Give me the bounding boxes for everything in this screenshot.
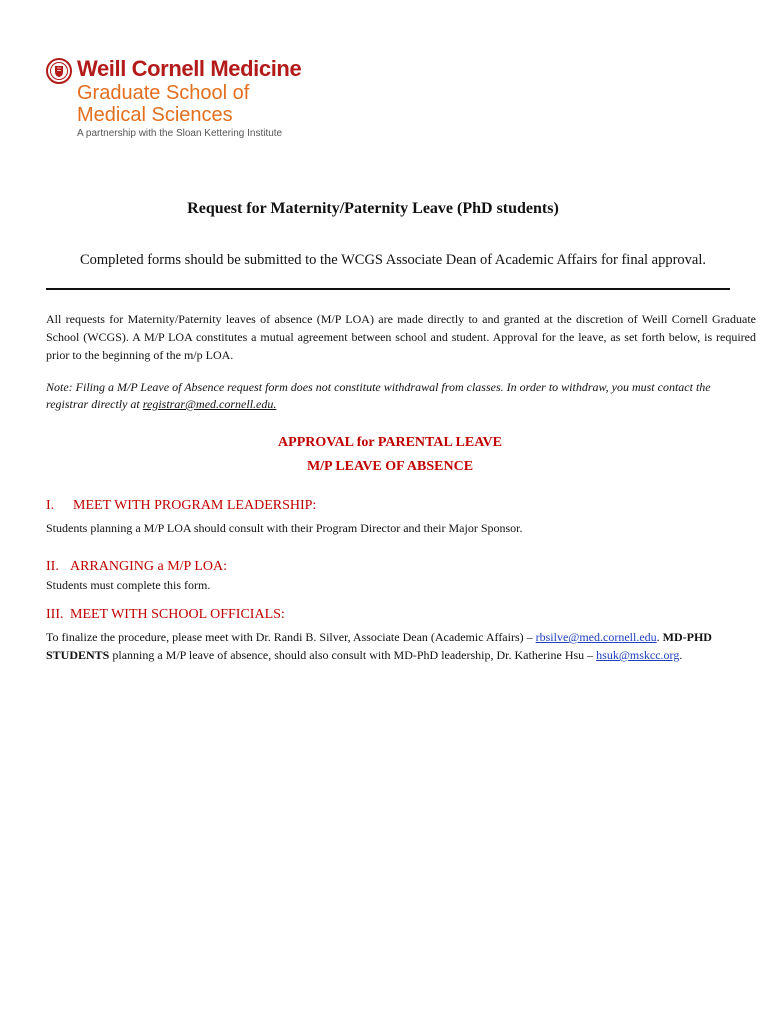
section-3-text-1: To finalize the procedure, please meet with Dr. Randi B. Silver, Associate Dean (Academic Affairs) – — [46, 630, 536, 644]
section-1-title: MEET WITH PROGRAM LEADERSHIP: — [73, 498, 317, 513]
submission-instructions: Completed forms should be submitted to the WCGS Associate Dean of Academic Affairs for final approval. — [79, 252, 707, 268]
section-3-number: III. — [46, 607, 64, 622]
note-text: Note: Filing a M/P Leave of Absence request form does not constitute withdrawal from classes. In order to withdraw, you must contact the registrar directly at — [46, 380, 711, 411]
partnership-tagline: A partnership with the Sloan Kettering Institute — [77, 128, 283, 139]
section-1-body: Students planning a M/P LOA should consult with their Program Director and their Major Sponsor. — [46, 521, 523, 535]
cornell-seal-icon — [46, 58, 72, 84]
section-3-title: MEET WITH SCHOOL OFFICIALS: — [70, 607, 285, 622]
section-3-text-3: planning a M/P leave of absence, should also consult with MD-PhD leadership, Dr. Katherine Hsu – — [109, 648, 597, 662]
section-2-heading — [46, 559, 227, 575]
school-name-line-1: Graduate School of — [77, 82, 250, 104]
form-title: Request for Maternity/Paternity Leave (PhD students) — [187, 200, 559, 217]
brand-name: Weill Cornell Medicine — [77, 56, 302, 81]
md-phd-label: MD-PHD STUDENTS — [46, 630, 712, 662]
section-3-text-4: . — [679, 648, 683, 662]
leave-of-absence-heading: M/P LEAVE OF ABSENCE — [306, 459, 474, 474]
section-2-number: II. — [46, 559, 59, 574]
section-2-body: Students must complete this form. — [46, 578, 211, 592]
section-3-text-2: . — [656, 630, 663, 644]
section-3-body — [46, 628, 726, 664]
divider — [46, 288, 730, 290]
associate-dean-email-link[interactable]: rbsilve@med.cornell.edu — [535, 630, 657, 644]
school-name-line-2: Medical Sciences — [77, 104, 233, 126]
registrar-email-link[interactable]: registrar@med.cornell.edu. — [142, 397, 277, 411]
withdrawal-note — [46, 379, 736, 413]
md-phd-email-link[interactable]: hsuk@mskcc.org — [596, 648, 680, 662]
section-2-title: ARRANGING a M/P LOA: — [70, 559, 227, 574]
policy-paragraph: All requests for Maternity/Paternity leaves of absence (M/P LOA) are made directly to and granted at the discretion of Weill Cornell Graduate School (WCGS). A M/P LOA constitutes a mutual agreement between school and student. Approval for the leave, as set forth below, is required prior to the beginning of the m/p LOA. — [46, 312, 756, 362]
approval-heading: APPROVAL for PARENTAL LEAVE — [278, 435, 502, 450]
section-3-heading — [46, 607, 285, 623]
section-1-number: I. — [46, 498, 55, 513]
section-1-heading — [46, 498, 316, 514]
